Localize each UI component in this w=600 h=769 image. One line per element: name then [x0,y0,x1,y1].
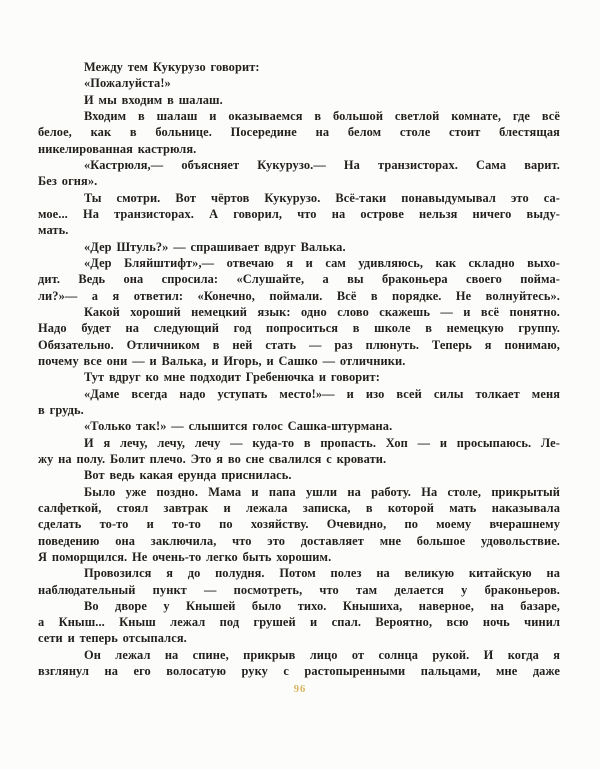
text-line: «Даме всегда надо уступать место!»— и изо всей силы толкает меня [84,386,560,401]
text-line: Он лежал на спине, прикрыв лицо от солнца рукой. И когда я [84,647,560,662]
text-line: никелированная кастрюля. [38,141,197,156]
text-line: Обязательно. Отличником в ней стать — раз плюнуть. Теперь я понимаю, [38,337,560,352]
text-line: Тут вдруг ко мне подходит Гребенючка и говорит: [84,370,380,385]
text-line: а Кныш... Кныш лежал под грушей и спал. Вероятно, всю ночь чинил [38,615,560,630]
text-line: жу на полу. Болит плечо. Это я во сне свалился с кровати. [38,451,387,466]
text-line: Я поморщился. Не очень-то легко быть хорошим. [38,549,332,564]
text-line: Во дворе у Кнышей было тихо. Кнышиха, наверное, на базаре, [84,598,560,613]
text-line: дит. Ведь она спросила: «Слушайте, а вы браконьера своего пойма- [38,272,560,287]
text-line: Входим в шалаш и оказываемся в большой светлой комнате, где всё [84,108,560,123]
text-line: И я лечу, лечу, лечу — куда-то в пропасть. Хоп — и просыпаюсь. Ле- [84,435,560,450]
text-line: белое, как в больнице. Посередине на белом столе стоит блестящая [38,125,560,140]
text-line: «Кастрюля,— объясняет Кукурузо.— На транзисторах. Сама варит. [84,157,560,172]
text-line: сделать то-то и то-то по хозяйству. Очевидно, по моему вчерашнему [38,517,560,532]
text-line: в грудь. [38,402,84,417]
text-line: «Дер Штуль?» — спрашивает вдруг Валька. [84,239,346,254]
text-line: Было уже поздно. Мама и папа ушли на работу. На столе, прикрытый [84,484,560,499]
text-line: ли?»— а я ответил: «Конечно, поймали. Всё в порядке. Не волнуйтесь». [38,288,560,303]
text-line: И мы входим в шалаш. [84,92,223,107]
text-line: сети и теперь отсыпался. [38,631,187,646]
text-line: Ты смотри. Вот чёртов Кукурузо. Всё-таки понавыдумывал это са- [84,190,560,205]
text-line: взглянул на его волосатую руку с растопыренными пальцами, мне даже [38,664,560,679]
text-line: мое... На транзисторах. А говорил, что на острове нельзя ничего выду- [38,206,560,221]
text-line: поведению она заключила, что это доставляет мне большое удовольствие. [38,533,560,548]
text-line: «Пожалуйста!» [84,76,171,91]
text-line: мать. [38,223,69,238]
text-line: Без огня». [38,174,98,189]
text-line: Надо будет на следующий год попроситься в школе в немецкую группу. [38,321,560,336]
text-line: почему все они — и Валька, и Игорь, и Сашко — отличники. [38,353,406,368]
text-line: «Дер Бляйштифт»,— отвечаю я и сам удивляюсь, как складно выхо- [84,255,560,270]
text-line: Между тем Кукурузо говорит: [84,60,260,74]
text-line: Вот ведь какая ерунда приснилась. [84,468,292,483]
text-line: Какой хороший немецкий язык: одно слово скажешь — и всё понятно. [84,304,560,319]
text-line: наблюдательный пункт — посмотреть, что там делается у браконьеров. [38,582,560,597]
text-line: салфеткой, стоял завтрак и лежала записка, в которой мать наказывала [38,500,560,515]
page-number: 96 [293,684,307,695]
text-lines [38,59,560,679]
text-line: Провозился я до полудня. Потом полез на великую китайскую на [84,566,560,581]
text-line: «Только так!» — слышится голос Сашка-штурмана. [84,419,393,434]
